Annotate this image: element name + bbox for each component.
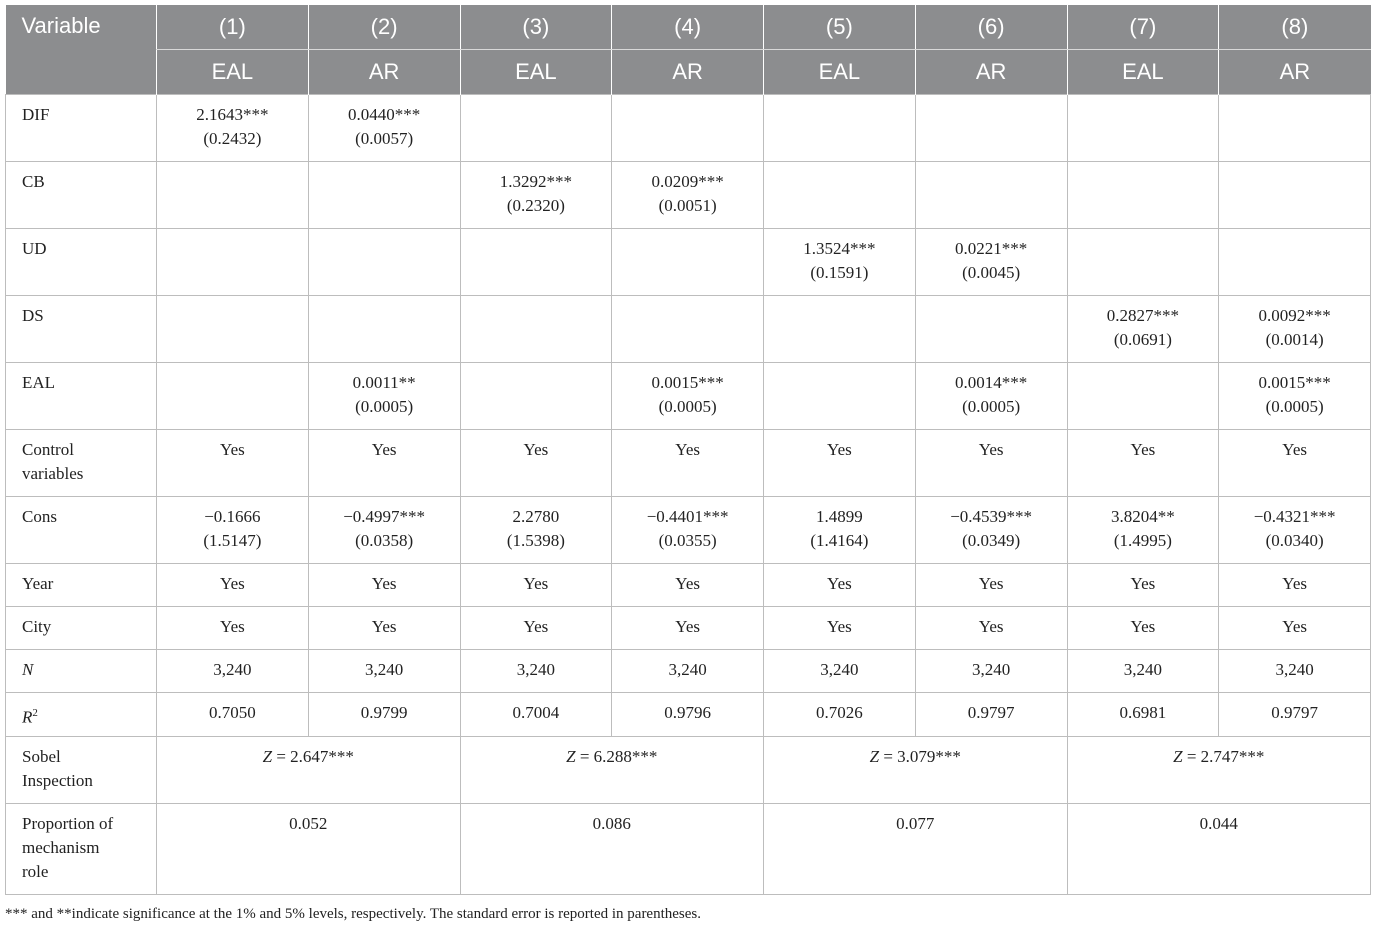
table-cell: Yes [1219, 564, 1371, 607]
table-cell: Yes [915, 564, 1067, 607]
proportion-value: 0.044 [1067, 803, 1371, 894]
table-cell [157, 296, 309, 363]
row-label: Cons [6, 497, 157, 564]
table-cell: 3,240 [308, 650, 460, 693]
table-cell: Yes [612, 607, 764, 650]
table-cell: 3,240 [764, 650, 916, 693]
table-cell: Yes [1219, 607, 1371, 650]
table-cell: 0.7026 [764, 693, 916, 737]
row-label: $R^2$ [6, 693, 157, 737]
table-body [6, 95, 1371, 737]
table-cell: Yes [157, 607, 309, 650]
table-cell [1067, 162, 1219, 229]
table-cell: 0.2827*** (0.0691) [1067, 296, 1219, 363]
table-cell: 1.3292*** (0.2320) [460, 162, 612, 229]
dependent-var-header: EAL [764, 50, 916, 95]
row-label: DIF [6, 95, 157, 162]
model-number-header: (7) [1067, 5, 1219, 50]
table-cell: 0.0011** (0.0005) [308, 363, 460, 430]
table-cell: 0.9796 [612, 693, 764, 737]
table-cell [1067, 229, 1219, 296]
row-label: N [6, 650, 157, 693]
table-row [6, 95, 1371, 162]
table-cell: Yes [764, 607, 916, 650]
model-number-header: (8) [1219, 5, 1371, 50]
model-number-header: (5) [764, 5, 916, 50]
variable-header: Variable [6, 5, 157, 95]
row-label: CB [6, 162, 157, 229]
table-cell: Yes [308, 607, 460, 650]
model-number-header: (6) [915, 5, 1067, 50]
sobel-value: Z = 6.288*** [460, 736, 764, 803]
table-cell: −0.1666 (1.5147) [157, 497, 309, 564]
sobel-value: Z = 3.079*** [764, 736, 1068, 803]
table-cell [612, 229, 764, 296]
table-cell: 3,240 [460, 650, 612, 693]
row-label: Proportion of mechanism role [6, 803, 157, 894]
proportion-value: 0.052 [157, 803, 461, 894]
table-cell: Yes [460, 607, 612, 650]
table-cell [764, 296, 916, 363]
table-cell: Yes [460, 430, 612, 497]
table-cell: −0.4401*** (0.0355) [612, 497, 764, 564]
table-cell: Yes [764, 430, 916, 497]
table-cell [157, 229, 309, 296]
table-cell: Yes [157, 430, 309, 497]
table-footer-rows [6, 736, 1371, 894]
sobel-row [6, 736, 1371, 803]
table-cell [1067, 95, 1219, 162]
table-row [6, 363, 1371, 430]
table-cell: Yes [1067, 430, 1219, 497]
table-cell [1219, 162, 1371, 229]
table-cell [612, 95, 764, 162]
table-cell [1067, 363, 1219, 430]
table-cell: 0.9797 [915, 693, 1067, 737]
table-cell: Yes [915, 607, 1067, 650]
dependent-var-header: AR [308, 50, 460, 95]
table-row [6, 296, 1371, 363]
proportion-value: 0.077 [764, 803, 1068, 894]
table-cell: 2.1643*** (0.2432) [157, 95, 309, 162]
table-cell: −0.4997*** (0.0358) [308, 497, 460, 564]
table-cell [915, 95, 1067, 162]
table-cell: Yes [612, 564, 764, 607]
table-cell: 3,240 [157, 650, 309, 693]
table-cell [157, 363, 309, 430]
header-row-model-numbers [6, 5, 1371, 50]
row-label: Control variables [6, 430, 157, 497]
sobel-value: Z = 2.747*** [1067, 736, 1371, 803]
row-label: City [6, 607, 157, 650]
table-cell: 3,240 [1067, 650, 1219, 693]
table-cell: −0.4539*** (0.0349) [915, 497, 1067, 564]
table-cell [764, 95, 916, 162]
table-cell: 3,240 [915, 650, 1067, 693]
table-cell: Yes [1067, 564, 1219, 607]
table-cell [460, 363, 612, 430]
model-number-header: (1) [157, 5, 309, 50]
model-number-header: (4) [612, 5, 764, 50]
table-cell: 0.0209*** (0.0051) [612, 162, 764, 229]
table-cell: 0.0014*** (0.0005) [915, 363, 1067, 430]
proportion-row [6, 803, 1371, 894]
dependent-var-header: EAL [1067, 50, 1219, 95]
table-row [6, 430, 1371, 497]
table-cell [308, 162, 460, 229]
table-footnote: *** and **indicate significance at the 1% and 5% levels, respectively. The standard error is reported in parentheses. [5, 906, 701, 922]
table-cell [157, 162, 309, 229]
dependent-var-header: AR [612, 50, 764, 95]
dependent-var-header: AR [915, 50, 1067, 95]
table-row [6, 693, 1371, 737]
table-cell: 0.7050 [157, 693, 309, 737]
table-cell [1219, 229, 1371, 296]
dependent-var-header: EAL [460, 50, 612, 95]
table-cell [764, 162, 916, 229]
table-row [6, 607, 1371, 650]
table-cell: −0.4321*** (0.0340) [1219, 497, 1371, 564]
table-cell: 0.0015*** (0.0005) [612, 363, 764, 430]
table-cell: 0.0015*** (0.0005) [1219, 363, 1371, 430]
table-cell [460, 95, 612, 162]
table-cell: Yes [1067, 607, 1219, 650]
row-label: UD [6, 229, 157, 296]
table-cell: Yes [915, 430, 1067, 497]
table-row [6, 162, 1371, 229]
table-cell [915, 162, 1067, 229]
table-cell: 3,240 [612, 650, 764, 693]
row-label: DS [6, 296, 157, 363]
table-cell: Yes [1219, 430, 1371, 497]
table-cell [308, 296, 460, 363]
table-cell: 2.2780 (1.5398) [460, 497, 612, 564]
row-label: Year [6, 564, 157, 607]
table-cell [612, 296, 764, 363]
table-cell: 3.8204** (1.4995) [1067, 497, 1219, 564]
table-cell [460, 296, 612, 363]
table-row [6, 650, 1371, 693]
table-row [6, 497, 1371, 564]
table-cell [460, 229, 612, 296]
table-row [6, 564, 1371, 607]
table-cell: Yes [308, 564, 460, 607]
table-cell: 0.7004 [460, 693, 612, 737]
table-cell: Yes [308, 430, 460, 497]
table-cell: 3,240 [1219, 650, 1371, 693]
table-cell: 0.0221*** (0.0045) [915, 229, 1067, 296]
header-row-dependent-vars [6, 50, 1371, 95]
row-label: EAL [6, 363, 157, 430]
table-cell: 0.9797 [1219, 693, 1371, 737]
table-cell: Yes [764, 564, 916, 607]
table-row [6, 229, 1371, 296]
table-cell: Yes [157, 564, 309, 607]
dependent-var-header: EAL [157, 50, 309, 95]
table-cell: 1.3524*** (0.1591) [764, 229, 916, 296]
table-cell: 0.0092*** (0.0014) [1219, 296, 1371, 363]
sobel-value: Z = 2.647*** [157, 736, 461, 803]
table-cell: 0.9799 [308, 693, 460, 737]
table-cell: 0.0440*** (0.0057) [308, 95, 460, 162]
row-label: Sobel Inspection [6, 736, 157, 803]
table-cell: 1.4899 (1.4164) [764, 497, 916, 564]
table-cell [764, 363, 916, 430]
regression-table [5, 5, 1371, 895]
dependent-var-header: AR [1219, 50, 1371, 95]
table-cell [1219, 95, 1371, 162]
table-cell: Yes [460, 564, 612, 607]
proportion-value: 0.086 [460, 803, 764, 894]
table-cell: 0.6981 [1067, 693, 1219, 737]
model-number-header: (2) [308, 5, 460, 50]
model-number-header: (3) [460, 5, 612, 50]
table-cell [308, 229, 460, 296]
table-cell [915, 296, 1067, 363]
table-cell: Yes [612, 430, 764, 497]
